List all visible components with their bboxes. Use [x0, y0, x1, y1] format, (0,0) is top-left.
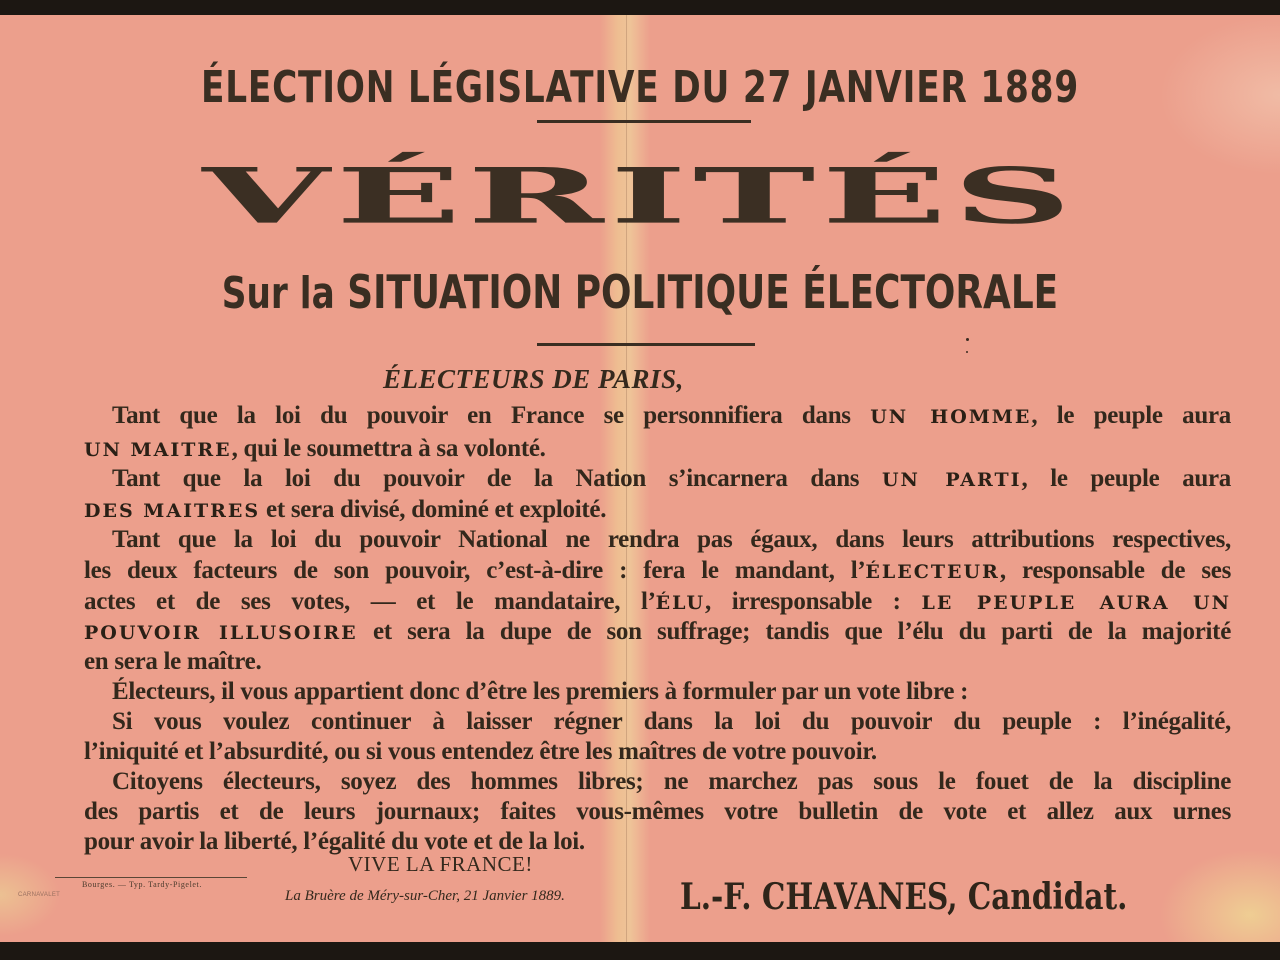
subtitle-main: SITUATION POLITIQUE ÉLECTORALE	[347, 265, 1059, 319]
body-line: UN MAITRE, qui le soumettra à sa volonté.	[84, 435, 546, 462]
emphasis: UN MAITRE	[84, 439, 232, 461]
election-title: ÉLECTION LÉGISLATIVE DU 27 JANVIER 1889	[200, 62, 1079, 113]
emphasis: LE PEUPLE AURA UN	[921, 592, 1231, 614]
archive-stamp: CARNAVALET	[18, 892, 61, 898]
printer-imprint: Bourges. — Typ. Tardy-Pigelet.	[82, 880, 202, 889]
candidate-signature: L.-F. CHAVANES, Candidat.	[680, 876, 1128, 918]
body-line: l’iniquité et l’absurdité, ou si vous entendez être les maîtres de votre pouvoir.	[84, 738, 877, 765]
emphasis: DES MAITRES	[84, 500, 261, 522]
emphasis: ÉLU	[655, 592, 706, 614]
body-line: les deux facteurs de son pouvoir, c’est-à-dire : fera le mandant, l’ÉLECTEUR, responsable de ses	[84, 557, 1231, 584]
emphasis: UN HOMME	[870, 406, 1032, 428]
body-line: Tant que la loi du pouvoir en France se personnifiera dans UN HOMME, le peuple aura	[112, 402, 1231, 429]
ink-speck	[966, 338, 969, 341]
closing-cry: VIVE LA FRANCE!	[348, 852, 533, 876]
emphasis: ÉLECTEUR	[865, 561, 1000, 583]
body-line: POUVOIR ILLUSOIRE et sera la dupe de son suffrage; tandis que l’élu du parti de la majorité	[84, 618, 1231, 645]
place-and-date: La Bruère de Méry-sur-Cher, 21 Janvier 1889.	[285, 888, 565, 904]
body-line: Tant que la loi du pouvoir de la Nation s’incarnera dans UN PARTI, le peuple aura	[112, 465, 1231, 492]
body-line: Électeurs, il vous appartient donc d’être les premiers à formuler par un vote libre :	[112, 678, 969, 705]
body-line: des partis et de leurs journaux; faites vous-mêmes votre bulletin de vote et allez aux urnes	[84, 798, 1231, 825]
subtitle-divider	[537, 343, 755, 346]
body-line: pour avoir la liberté, l’égalité du vote et de la loi.	[84, 828, 585, 855]
body-line: actes et de ses votes, — et le mandataire, l’ÉLU, irresponsable : LE PEUPLE AURA UN	[84, 588, 1231, 615]
title-divider	[537, 120, 751, 123]
body-line: Si vous voulez continuer à laisser régner dans la loi du pouvoir du peuple : l’inégalité,	[112, 708, 1231, 735]
body-line: en sera le maître.	[84, 648, 262, 675]
emphasis: POUVOIR ILLUSOIRE	[84, 622, 358, 644]
salutation: ÉLECTEURS DE PARIS,	[383, 364, 684, 394]
body-line: Citoyens électeurs, soyez des hommes libres; ne marchez pas sous le fouet de la discipline	[112, 768, 1231, 795]
subtitle	[141, 265, 1139, 319]
main-title: VÉRITÉS	[202, 150, 1078, 241]
body-line: Tant que la loi du pouvoir National ne rendra pas égaux, dans leurs attributions respectives,	[112, 526, 1231, 553]
ink-speck	[966, 351, 968, 353]
subtitle-prefix: Sur la	[221, 268, 335, 319]
emphasis: UN PARTI	[881, 469, 1022, 491]
body-line: DES MAITRES et sera divisé, dominé et exploité.	[84, 496, 607, 523]
printer-divider	[55, 877, 247, 878]
